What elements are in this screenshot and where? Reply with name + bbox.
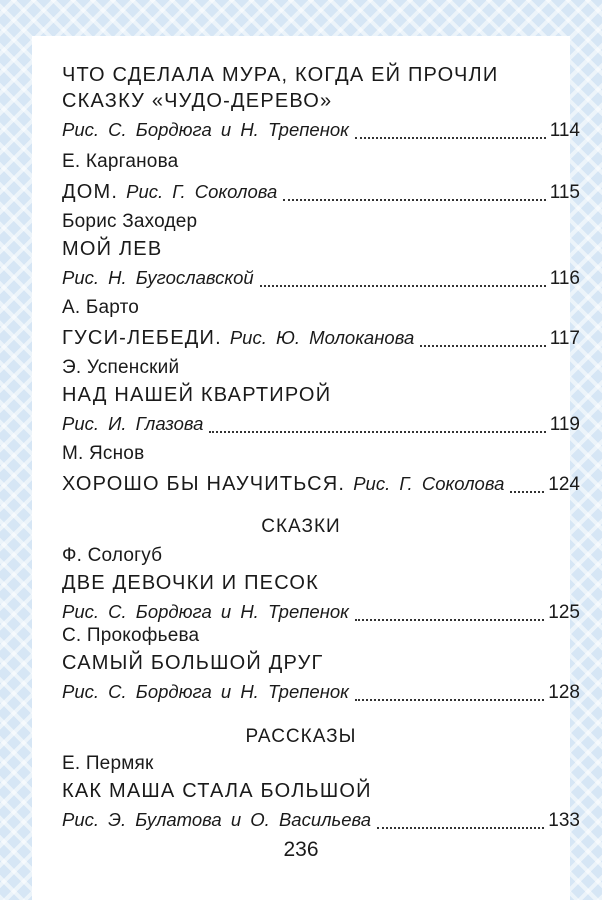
page-number: 236 (283, 838, 319, 861)
entry-author: Э. Успенский (62, 357, 180, 378)
entry-author: Борис Заходер (62, 211, 198, 232)
entry-title: КАК МАША СТАЛА БОЛЬШОЙ (62, 780, 372, 802)
entry-page-number: 116 (549, 268, 580, 289)
entry-illustrator: Рис. С. Бордюга и Н. Трепенок (62, 119, 349, 140)
entry-title: ХОРОШО БЫ НАУЧИТЬСЯ. (62, 473, 346, 495)
toc-entry (62, 210, 580, 294)
entry-author: Е. Пермяк (62, 753, 154, 774)
dot-leader (260, 285, 546, 287)
entry-illustrator: Рис. Э. Булатова и О. Васильева (62, 809, 372, 830)
entry-illustrator: Рис. Г. Соколова (126, 181, 278, 202)
toc-entry (62, 356, 580, 440)
entry-title: САМЫЙ БОЛЬШОЙ ДРУГ (62, 652, 324, 674)
entry-author: А. Барто (62, 297, 140, 318)
entry-illustrator: Рис. Ю. Молоканова (229, 327, 415, 348)
entry-title: ГУСИ-ЛЕБЕДИ. (62, 327, 222, 349)
entry-page-number: 114 (549, 120, 580, 141)
toc-entry (62, 544, 580, 628)
entry-leader-line (62, 114, 580, 146)
entry-page-number: 133 (548, 810, 580, 831)
entry-illustrator: Рис. Г. Соколова (353, 473, 505, 494)
dot-leader (510, 491, 544, 493)
entry-author: Ф. Сологуб (62, 545, 163, 566)
entry-leader-line (62, 804, 580, 836)
entry-title: НАД НАШЕЙ КВАРТИРОЙ (62, 384, 332, 406)
dot-leader (355, 619, 544, 621)
section-heading-tales: СКАЗКИ (261, 516, 341, 537)
entry-page-number: 119 (549, 414, 580, 435)
entry-leader-line (62, 468, 580, 500)
entry-leader-line (62, 408, 580, 440)
toc-entry (62, 624, 580, 708)
entry-title: СКАЗКУ «ЧУДО-ДЕРЕВО» (62, 90, 333, 112)
entry-title: ДОМ. (62, 181, 119, 203)
dot-leader (283, 199, 545, 201)
entry-author: С. Прокофьева (62, 625, 200, 646)
entry-title: МОЙ ЛЕВ (62, 238, 163, 260)
toc-page (32, 36, 580, 900)
entry-leader-line (62, 322, 580, 354)
entry-illustrator: Рис. С. Бордюга и Н. Трепенок (62, 681, 349, 702)
entry-leader-line (62, 676, 580, 708)
toc-entry (62, 296, 580, 354)
entry-page-number: 124 (548, 474, 580, 495)
toc-entry (62, 62, 580, 146)
entry-title: ЧТО СДЕЛАЛА МУРА, КОГДА ЕЙ ПРОЧЛИ (62, 64, 499, 86)
toc-entry (62, 150, 580, 208)
entry-author: М. Яснов (62, 443, 145, 464)
entry-page-number: 117 (549, 328, 580, 349)
entry-illustrator: Рис. И. Глазова (62, 413, 204, 434)
dot-leader (420, 345, 545, 347)
entry-leader-line (62, 262, 580, 294)
entry-illustrator: Рис. Н. Бугославской (62, 267, 254, 288)
entry-title: ДВЕ ДЕВОЧКИ И ПЕСОК (62, 572, 320, 594)
entry-illustrator: Рис. С. Бордюга и Н. Трепенок (62, 601, 349, 622)
entry-leader-line (62, 176, 580, 208)
toc-entry (62, 752, 580, 836)
entry-page-number: 115 (549, 182, 580, 203)
entry-page-number: 128 (548, 682, 580, 703)
dot-leader (355, 137, 546, 139)
entry-page-number: 125 (548, 602, 580, 623)
dot-leader (355, 699, 544, 701)
entry-author: Е. Карганова (62, 151, 179, 172)
toc-entry (62, 442, 580, 500)
dot-leader (209, 431, 545, 433)
dot-leader (377, 827, 544, 829)
section-heading-stories: РАССКАЗЫ (245, 726, 357, 747)
